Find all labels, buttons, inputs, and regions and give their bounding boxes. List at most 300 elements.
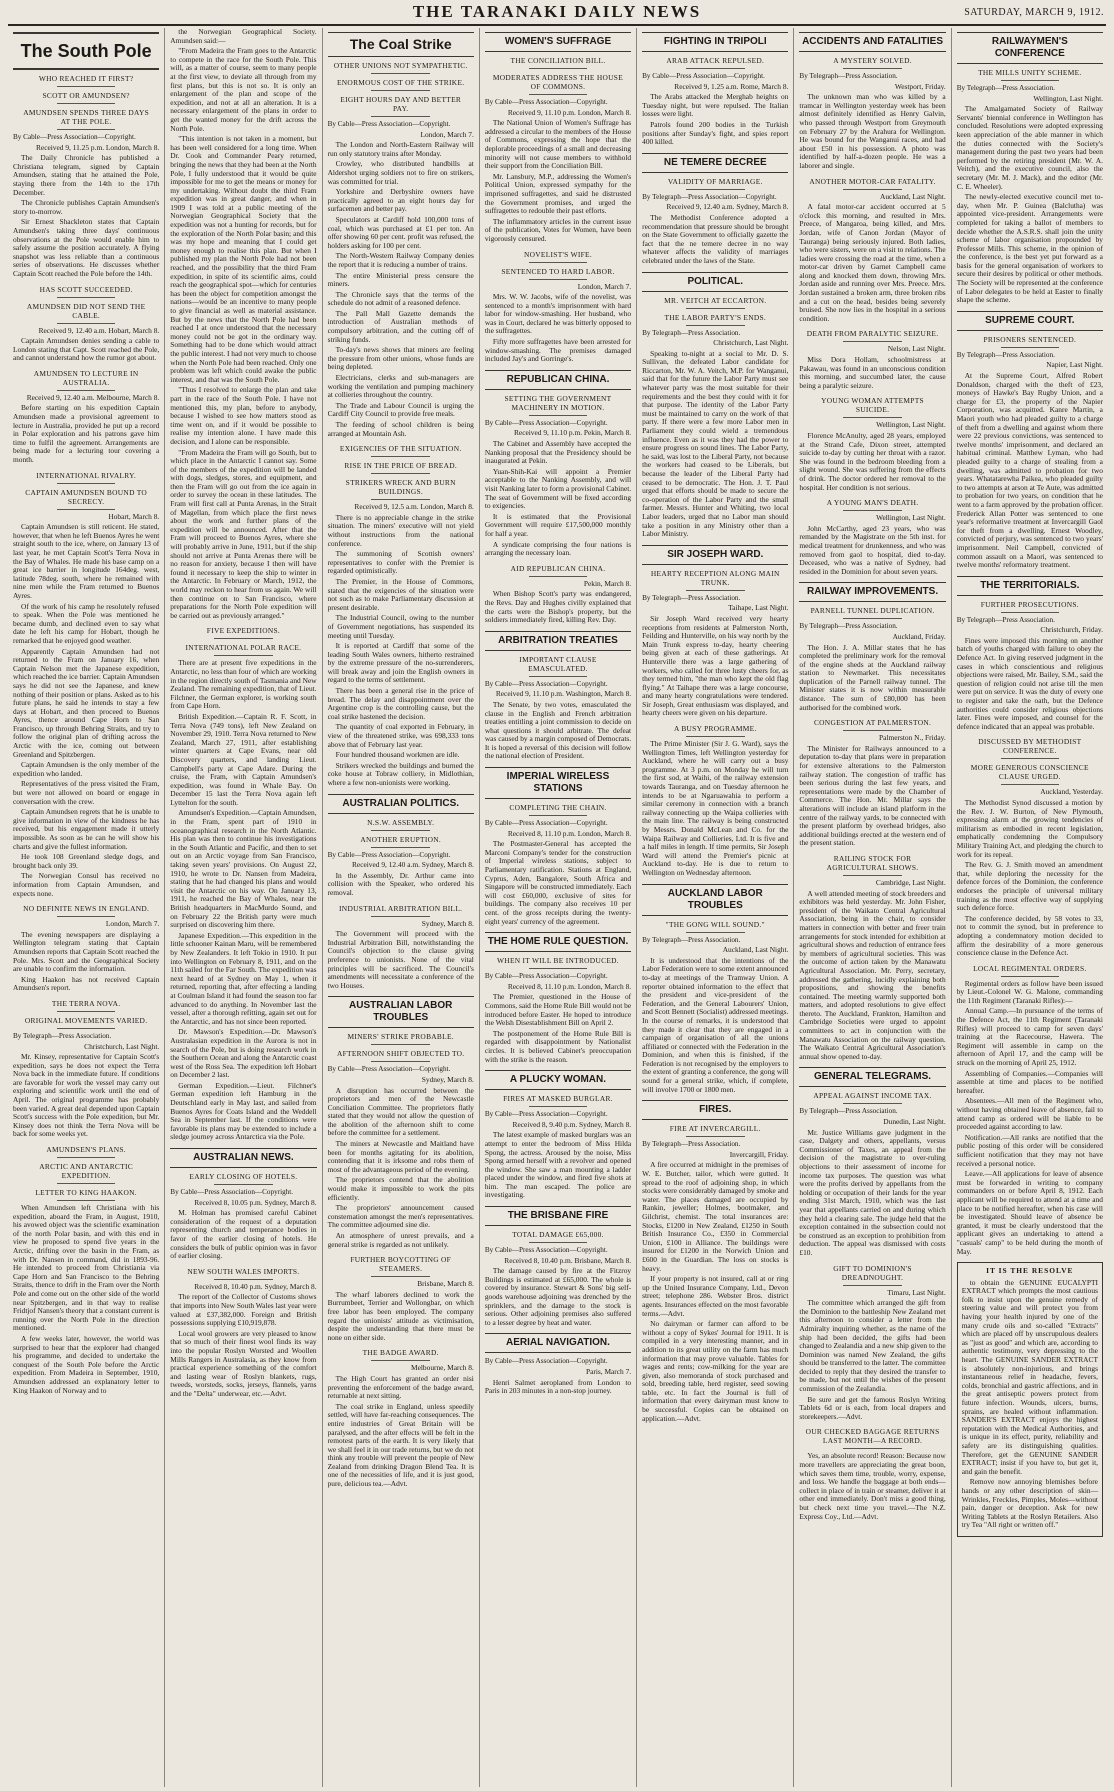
article-byline: By Cable—Press Association—Copyright. — [642, 72, 765, 80]
news-article — [799, 498, 945, 576]
article-dateline: Wellington, Last Night. — [1033, 93, 1103, 103]
article-paragraph: The report of the Collector of Customs shows that imports into New South Wales last year were valued at £37,382,000. Foreign and British possessions supplying £10,919,878. — [170, 1292, 317, 1328]
news-article — [957, 737, 1103, 957]
article-dateline: Received 8, 10.40 p.m. Brisbane, March 8. — [504, 1255, 632, 1265]
article-dateline: Received 9, 12.40 a.m. Melbourne, March 8. — [26, 392, 160, 402]
article-dateline: Christchurch, Last Night. — [713, 338, 789, 348]
article-headline: AUSTRALIAN POLITICS. — [328, 794, 474, 814]
article-paragraph: Mr. Justice Williams gave judgment in the case, Dalgety and others, appellants, versus Commissioner of Taxes, an appeal from the decision of the magistrate to over-ruling objections to their assessment of income for income tax purposes. The question was what were the profits derived by appellants from the holding or occupation of their lands for the year ending 31st March, 1910, which was the last year that appellants carried on and during which they held a clearing sale. The judge held that the exception contained in the subsection could not be construed as an exception to prohibition from deduction. The appeal was dismissed with costs £10. — [799, 1127, 946, 1257]
article-headline: NE TEMERE DECREE — [642, 153, 788, 173]
article-subheading: ANOTHER ERUPTION. — [360, 834, 442, 844]
article-paragraph: British Expedition.—Captain R. F. Scott, in Terra Nova (749 tons), left New Zealand on November 29, 1910. Terra Nova returned to New Zealand, March 27, 1911, after establishing winter quarters at Cape Evans, near old Discovery quarters, and landing Lieut. Campbell's party at Cape Adare. During the cruise, the Fram, with Captain Amundsen's expedition, was found in Whale Bay. On December 15 last the Terra Nova again left Lyttelton for the south. — [170, 711, 317, 807]
article-subheading: IMPORTANT CLAUSE EMASCULATED. — [519, 654, 597, 673]
divider-rule — [529, 576, 588, 577]
article-paragraph: Local wool growers are very pleased to know that so much of their finest wool finds its way into the popular Roslyn Worsted and Woollen Mills Rangers in Australasia, as they know from practical experience something of the comfort and lasting wear of Roslyn blankets, rugs, tweeds, worsteds, socks, jerseys, flannels, yarns and the "Delta" underwear, etc.—Advt. — [170, 1328, 317, 1398]
divider-rule — [371, 847, 430, 848]
news-column-7 — [952, 28, 1108, 1787]
article-paragraph: The proprietors contend that the abolition would make it impossible to work the pits efficiently. — [327, 1175, 474, 1202]
divider-rule — [371, 456, 430, 457]
article-paragraph: The Norwegian Consul has received no information from Captain Amundsen, and expects none. — [13, 871, 160, 898]
news-article — [485, 1206, 631, 1327]
article-headline: SUPREME COURT. — [957, 311, 1103, 331]
article-paragraph: The inflammatory articles in the current issue of the publication, Votes for Women, have been vigorously censured. — [484, 216, 632, 243]
divider-rule — [843, 68, 902, 69]
divider-rule — [686, 736, 745, 737]
article-dateline: Received 9, 12.5 a.m. London, March 8. — [354, 502, 474, 512]
article-subheading: NO DEFINITE NEWS IN ENGLAND. — [23, 904, 150, 914]
divider-rule — [371, 473, 430, 474]
article-headline: AUSTRALIAN NEWS. — [170, 1148, 316, 1168]
article-paragraph: the Norwegian Geographical Society. Amundsen said:— — [170, 28, 317, 45]
article-subheading: GIFT TO DOMINION'S DREADNOUGHT. — [833, 1263, 912, 1282]
article-subheading: A MYSTERY SOLVED. — [833, 56, 912, 65]
divider-rule — [529, 968, 588, 969]
article-byline: By Cable—Press Association—Copyright. — [484, 972, 608, 981]
article-dateline: Received 9, 11.10 p.m. Washington, March 8. — [495, 689, 632, 699]
article-paragraph: An atmosphere of unrest prevails, and a general strike is regarded as not unlikely. — [327, 1231, 474, 1249]
article-subheading: AMUNDSEN DID NOT SEND THE CABLE. — [26, 301, 146, 320]
article-subheading: OUR CHECKED BAGGAGE RETURNS LAST MONTH—A RECORD. — [805, 1427, 940, 1446]
article-dateline: Sydney, March 8. — [421, 918, 474, 928]
article-subheading: ARAB ATTACK REPULSED. — [666, 56, 765, 65]
news-article — [799, 396, 945, 492]
article-subheading: MINERS' STRIKE PROBABLE. — [347, 1032, 454, 1042]
article-paragraph: Yes, an absolute record! Reason: Because now more travellers are appreciating the great boon, which saves them time, trouble, worry, expense, and loss. We handle the baggage at both ends—collect in place of in train or steamer, deliver it at other end immediately. Don't miss a good thing, but check next time you travel.—The N.Z. Express Coy., Ltd.—Advt. — [799, 1451, 946, 1521]
article-subheading: AMUNDSEN TO LECTURE IN AUSTRALIA. — [33, 368, 139, 387]
article-paragraph: The Daily Chronicle has published a Christiana telegram, signed by Captain Amundsen, stating that he attained the Pole, staying there from the 14th to the 17th December. — [13, 153, 160, 197]
article-byline: By Cable—Press Association—Copyright. — [484, 1110, 608, 1119]
article-headline: ARBITRATION TREATIES — [485, 631, 631, 651]
divider-rule — [529, 1106, 588, 1107]
article-subheading: WHO REACHED IT FIRST? — [38, 74, 134, 83]
article-paragraph: The unknown man who was killed by a tramcar in Wellington yesterday week has been almost definitely identified as Henry Galvin, who passed through Westport from Greymouth on February 27 by the Arahura for Wellington. He was bound for the Wanganui races, and had about £50 in his possession. A photo was identified by half-a-dozen people. He was a laborer and single. — [799, 92, 946, 170]
divider-rule — [371, 1276, 430, 1277]
article-paragraph: The conference decided, by 58 votes to 33, not to commit the synod, but in preference to adopting a condemnatory motion decided to affirm the desirability of a more generous conscience clause in the Defence Act. — [956, 913, 1103, 958]
divider-rule — [843, 189, 902, 190]
article-headline: AUCKLAND LABOR TROUBLES — [642, 884, 788, 916]
article-headline: AUSTRALIAN LABOR TROUBLES — [328, 996, 474, 1028]
divider-rule — [57, 390, 116, 391]
divider-rule — [57, 1028, 116, 1029]
divider-rule — [1001, 612, 1060, 613]
article-paragraph: When Amundsen left Christiana with his expedition, aboard the Fram, in August, 1910, his avowed object was the scientific examination of the north Polar basin, and with this end in view he proposed to spend five years in the Arctic, drifting over the basin in the Fram, as with Dr. Nansen in command, did in 1893-96. He intended to proceed from Christiania via Cape Horn and San Francisco to the Behring Straits, thence to drift in the Fram over the North Pole and come out on the other side of the world near Spitzbergen, and in that way to realise Fridtjof Nansen's theory that a constant current is running over the North Pole in the direction mentioned. — [13, 1203, 160, 1333]
article-paragraph: A few weeks later, however, the world was surprised to hear that the explorer had changed his programme, and decided to undertake the conquest of the South Pole before the Arctic expedition. From Madeira in September, 1910, Amundsen addressed an explanatory letter to King Haakon of Norway and to — [13, 1333, 160, 1395]
article-paragraph: The Amalgamated Society of Railway Servants' biennial conference in Wellington has concluded. Resolutions were adopted expressing keen appreciation of the able manner in which the duties connected with the Society's management during the past two years had been performed by the retiring president (Mr. W. A. Veitch), and the executive council, also the secretary (Mr. M. J. Mack), and the editor (Mr. C. E. Wheeler). — [956, 104, 1103, 191]
article-paragraph: Amundsen's Expedition.—Captain Amundsen, in the Fram, spent part of 1910 in oceanographical research in the North Atlantic. His plan was then to continue his investigations in the South Atlantic and Pacific, and then to set out on an Arctic voyage from San Francisco, taking seven years' provisions. On August 22, 1910, he wrote to Dr. Nansen from Madeira, stating that he had changed his plans and would visit the Antarctic on his way. On January 13, 1911, he reached the Bay of Whales, near the British headquarters in MacMurdo Sound, and on February 22 the British party were much surprised on discovering him there. — [170, 808, 317, 930]
article-headline: THE HOME RULE QUESTION. — [485, 932, 631, 952]
article-paragraph: The wharf laborers declined to work the Burrumbeet, Terrier and Wollongbar, on which free labor has been employed. The company regard the unionists' attitude as victimisation, despite the understanding that there must be none on either side. — [327, 1289, 474, 1342]
divider-rule — [57, 1157, 116, 1158]
news-article — [485, 932, 631, 1064]
article-paragraph: The Chronicle publishes Captain Amundsen's story to-morrow. — [13, 198, 160, 216]
article-paragraph: The Senate, by two votes, emasculated the clause in the English and French arbitration treaties entitling a joint commission to decide on what questions it should arbitrate. The defeat was caused by a margin composed of Democrats. It is hoped a reversal of this decision will follow the national election of President. — [484, 699, 632, 761]
article-subheading: N.S.W. ASSEMBLY. — [367, 817, 435, 827]
article-paragraph: There has been a general rise in the price of bread. The delay and disappointment over the Argentine crop is the controlling cause, but the coal strike hastened the decision. — [327, 686, 474, 721]
article-byline: By Telegraph—Press Association. — [956, 350, 1055, 359]
article-paragraph: It is reported at Cardiff that some of the leading South Wales owners, hitherto restrained by the extreme pressure of the no-surrenderers, will break away and join the English owners in regard to the terms of settlement. — [327, 641, 474, 685]
news-article — [799, 1427, 945, 1521]
article-paragraph: It is understood that the intentions of the Labor Federation were to some extent announced to-day at meetings of the Tramway Union. A reporter obtained information to the effect that the president and vice-president of the Federation, and the General Labourers' Union, and Scott Bennett (Socialist) addressed meetings. In the course of remarks, it is understood that they made it clear that they are engaged in a campaign of organisation of all the unions affiliated or connected with the Federation in the Dominion, and when this is finished, if the Federation is not recognised by the employers to the extent of granting a conference, the gong will sound for a general strike, which, if complete, will involve 1700 or 1800 men. — [642, 955, 789, 1094]
article-paragraph: Yorkshire and Derbyshire owners have practically agreed to an eight hours day for surfacemen and better pay. — [327, 187, 474, 214]
news-article — [13, 32, 159, 279]
article-subheading: "THE GONG WILL SOUND." — [665, 919, 765, 929]
article-paragraph: The latest example of masked burglars was an attempt to enter the bedroom of Miss Hilda Spong, the actress. Aroused by the noise, Miss Spong armed herself with a revolver and opened the window. She saw a man mounting a ladder placed under the window, and fired five shots at him. The man escaped. The police are investigating. — [484, 1130, 632, 1200]
article-byline: By Cable—Press Association—Copyright. — [484, 679, 608, 688]
news-article — [13, 285, 159, 363]
divider-rule — [371, 499, 430, 500]
article-paragraph: The Pall Mall Gazette demands the introduction of Australian methods of compulsory arbitration, and the cutting off of striking funds. — [327, 308, 474, 344]
divider-rule — [214, 638, 273, 639]
article-paragraph: Fines were imposed this morning on another batch of youths charged with failure to obey the Defence Act. In giving reserved judgment in the cases in which conscientious and religious objections were raised, Mr. Bailey, S.M., said the question of religion could not arise till the men were put on service. It was the duty of every one to register and take the oath, but the Defence authorities could consider religious objections later. Fines were imposed, and counsel for the defence indicated that an appeal was probable. — [956, 635, 1103, 731]
article-headline: AERIAL NAVIGATION. — [485, 1333, 631, 1353]
news-column-1 — [8, 28, 165, 1787]
article-headline: THE TERRITORIALS. — [957, 576, 1103, 596]
article-paragraph: The High Court has granted an order nisi preventing the enforcement of the badge award, returnable at next sitting. — [327, 1373, 474, 1401]
divider-rule — [686, 189, 745, 190]
divider-rule — [371, 1044, 430, 1045]
article-dateline: Auckland, Last Night. — [880, 191, 946, 201]
article-paragraph: A syndicate comprising the four nations is arranging the necessary loan. — [484, 539, 632, 558]
article-subheading: MORE GENEROUS CONSCIENCE CLAUSE URGED. — [970, 763, 1089, 782]
article-dateline: Received 9, 12.40 a.m. Hobart, March 8. — [38, 325, 160, 335]
news-article — [328, 444, 474, 787]
divider-rule — [843, 417, 902, 418]
article-subheading: WHEN IT WILL BE INTRODUCED. — [497, 956, 619, 966]
news-article — [799, 1264, 945, 1422]
article-byline: By Cable—Press Association—Copyright. — [170, 1188, 294, 1197]
news-article — [485, 767, 631, 926]
article-dateline: Received 8, 11.10 p.m. London, March 8. — [507, 828, 632, 838]
article-subheading: AFTERNOON SHIFT OBJECTED TO. — [336, 1049, 465, 1059]
newspaper-title: THE TARANAKI DAILY NEWS — [412, 2, 702, 21]
article-paragraph: Sir Ernest Shackleton states that Captain Amundsen's taking three days' continuous observations at the Pole would enable him to safely assume the position accurately. A flying snapshot was less reliable than a continuous series of observations. He discusses whether Captain Scott reached the Pole before the 14th. — [13, 217, 160, 278]
article-subheading: OTHER UNIONS NOT SYMPATHETIC. — [333, 61, 468, 70]
news-article — [170, 1267, 316, 1399]
news-article — [799, 177, 945, 324]
article-paragraph: Be sure and get the famous Roslyn Writing Tablets 6d or is each, from local drapers and storekeepers.—Advt. — [799, 1394, 946, 1421]
divider-rule — [214, 655, 273, 656]
article-subheading: SENTENCED TO HARD LABOR. — [501, 266, 615, 276]
article-paragraph: A disruption has occurred between the proprietors and men of the Newcastle Conciliation Committee. The proprietors flatly stated that they would not allow the question of the abolition of the afternoon shift to come before the committee for a settlement. — [327, 1085, 474, 1138]
divider-rule — [686, 932, 745, 933]
article-paragraph: "From Madeira the Fram goes to the Antarctic to compete in the race for the South Pole. This will, as a matter of course, seem to many people at the first view, to deviate all through from my first plans, but this is not so. It is only an enlargement of the plan and scope of the expedition, and not at all an alteration. It is a necessary enlargement of the plans in order to get the wanted money for the drift across the North Pole. — [170, 46, 317, 133]
news-article — [328, 996, 474, 1249]
news-article — [957, 964, 1103, 1256]
article-subheading: DISCUSSED BY METHODIST CONFERENCE. — [978, 737, 1082, 756]
article-paragraph: Regimental orders as follow have been issued by Lieut.-Colonel W. G. Malone, commanding the 11th Regiment (Taranaki Rifles):— — [956, 978, 1103, 1005]
divider-rule — [843, 1285, 902, 1286]
article-paragraph: German Expedition.—Lieut. Filchner's German expedition left Hamburg in the Deutschland early in May last, and sailed from Buenos Ayres for Coats Island and the Weddell Sea in September last. If the conditions were favorable its plans may be extended to include a sledge journey across Antarctica via the Pole. — [170, 1080, 317, 1142]
masthead — [8, 0, 1106, 26]
divider-rule — [529, 676, 588, 677]
article-dateline: Received 8, 11.10 p.m. London, March 8. — [507, 981, 632, 991]
article-dateline: Auckland, Yesterday. — [1040, 787, 1103, 797]
article-subheading: VALIDITY OF MARRIAGE. — [667, 176, 763, 186]
article-headline: THE BRISBANE FIRE — [485, 1206, 631, 1226]
article-byline: By Cable—Press Association—Copyright. — [484, 98, 608, 106]
divider-rule — [843, 1448, 902, 1449]
news-article — [170, 28, 316, 620]
divider-rule — [57, 129, 116, 130]
article-headline: REPUBLICAN CHINA. — [485, 370, 631, 390]
article-paragraph: Fifty more suffragettes have been arrested for window-smashing. The premises damaged included Jay's and Gorringe's. — [484, 337, 632, 364]
divider-rule — [214, 1279, 273, 1280]
article-subheading: LETTER TO KING HAAKON. — [35, 1188, 137, 1198]
article-headline: IMPERIAL WIRELESS STATIONS — [485, 767, 631, 799]
divider-rule — [371, 1061, 430, 1062]
article-paragraph: A well attended meeting of stock breeders and exhibitors was held yesterday. Mr. John Fisher, president of the Waikato Central Agricultural Association, being in the chair, to consider matters in connection with better and freer train arrangements for stock intended for exhibition at agricultural shows and reduction of entrance fees by members of agricultural societies. This was the outcome of action taken by the Manawatu Agricultural Association. Mr. Perry, secretary, addressed the gathering, lucidly explaining both propositions, and showing the benefits contained. The meeting warmly supported both matters, and adopted resolutions to give effect thereto. The Auckland, Frankton, Hamilton and Cambridge Societies were urged to appoint committees to act in conjunction with the Manawatu Association on the railway question. The Waikato Central Agricultural Association's annual show opened to-day. — [799, 888, 946, 1061]
article-dateline: London, March 7. — [577, 281, 632, 291]
article-headline: POLITICAL. — [642, 272, 788, 292]
article-byline: By Telegraph—Press Association. — [642, 935, 741, 944]
article-subheading: RISE IN THE PRICE OF BREAD. — [344, 461, 458, 471]
article-subheading: TOTAL DAMAGE £65,000. — [512, 1230, 604, 1240]
article-headline: ACCIDENTS AND FATALITIES — [799, 32, 945, 52]
news-article — [485, 1070, 631, 1200]
article-paragraph: The Premier, questioned in the House of Commons, said the Home Rule Bill would not be introduced before Easter. He hoped to introduce the Welsh Disestablishment Bill on April 2. — [484, 992, 632, 1028]
article-byline: By Telegraph—Press Association. — [799, 622, 898, 631]
article-paragraph: Electricians, clerks and sub-managers are working the ventilation and pumping machinery at collieries throughout the country. — [327, 373, 474, 400]
news-article — [170, 626, 316, 1142]
article-subheading: THE TERRA NOVA. — [51, 998, 121, 1008]
article-paragraph: Crowley, who distributed handbills at Aldershot urging soldiers not to fire on strikers, was committed for trial. — [327, 159, 474, 186]
article-dateline: Auckland, Friday. — [892, 631, 946, 641]
divider-rule — [843, 618, 902, 619]
article-paragraph: Mr. Lansbury, M.P., addressing the Women's Political Union, expressed sympathy for the imprisoned suffragettes, and said he distrusted the Government promises, and urged the suffragettes to redouble their past efforts. — [484, 171, 632, 216]
news-article — [13, 904, 159, 993]
article-paragraph: When Bishop Scott's party was endangered, the Revs. Day and Hughes civilly explained that the carts were the Bishop's property, but the soldiers immediately fired, killing Rev. Day. — [484, 589, 632, 625]
divider-rule — [57, 509, 116, 510]
divider-rule — [686, 68, 745, 69]
article-dateline: Received 9, 11.10 p.m. London, March 8. — [507, 107, 632, 117]
divider-rule — [529, 262, 588, 263]
article-subheading: STRIKERS WRECK AND BURN BUILDINGS. — [345, 478, 456, 497]
article-subheading: NOVELIST'S WIFE. — [523, 249, 592, 259]
article-paragraph: The entire Ministerial press censure the miners. — [327, 270, 474, 289]
article-paragraph: No dairyman or farmer can afford to be without a copy of Sykes' Journal for 1911. It is compiled in a very interesting manner, and in addition to its great utility on the farm has much information that may prove valuable. Tables for wages and rents; cow-milking for the year are given, also memoranda of stock purchased and sold, breeding table, herd register, seed sowing table, etc. In fact the Journal is full of information that every dairyman must know to be successful. Copies can be obtained on application.—Advt. — [642, 1319, 789, 1423]
news-article — [485, 32, 631, 244]
article-paragraph: Remove now annoying blemishes before hands or any other description of skin—Wrinkles, Freckles, Pimples, Moles—without pain, danger or deception. Ask for new Writing Tablets at the Roslyn Retailers. Also try Tea "All right or written off." — [961, 1477, 1098, 1530]
news-article — [328, 1348, 474, 1488]
news-article — [957, 311, 1103, 570]
news-article — [799, 854, 945, 1061]
divider-rule — [529, 94, 588, 95]
article-subheading: ARCTIC AND ANTARCTIC EXPEDITION. — [39, 1162, 133, 1181]
article-paragraph: Dr. Mawson's Expedition.—Dr. Mawson's Australasian expedition in the Aurora is not in search of the Pole, but is doing research work in the Southern Ocean and along the Antarctic coast west of the Ross Sea. The expedition left Hobart on December 2 last. — [170, 1027, 317, 1080]
article-paragraph: The Arabs attacked the Merghab heights on Tuesday night, but were repulsed. The Italian losses were light. — [642, 92, 789, 119]
article-byline: By Cable—Press Association—Copyright. — [327, 1065, 451, 1074]
article-paragraph: A fatal motor-car accident occurred at 5 o'clock this morning, and resulted in Mrs. Preece, of Mangaroa, being killed, and Mrs. Jordan, wife of Canon Jordan (Mayor of Tauranga) being seriously injured. Both ladies, who were sisters, were on a visit to relations. The ladies were crossing the road at the time, when a motor-car driven by Garnet Campbell came along and knocked them down, throwing Mrs. Jordan aside and running over Mrs. Preece. Mrs. Jordan sustained a broken arm, three broken ribs and a cut on the head, besides being severely bruised. She now lies in the hospital in a serious condition. — [799, 202, 946, 323]
divider-rule — [371, 830, 430, 831]
news-column-5 — [637, 28, 794, 1787]
article-byline: By Telegraph—Press Association. — [13, 1031, 112, 1040]
article-paragraph: The Trade and Labour Council is urging the Cardiff City Council to provide free meals. — [327, 400, 474, 419]
article-byline: By Cable—Press Association—Copyright. — [484, 1246, 608, 1255]
divider-rule — [371, 1360, 430, 1361]
article-subheading: SCOTT OR AMUNDSEN? — [42, 91, 130, 100]
article-dateline: Auckland, Last Night. — [722, 945, 789, 955]
divider-rule — [57, 916, 116, 917]
article-paragraph: There is no appreciable change in the strike situation. The miners' executive will not yield without instructions from the national conference. — [327, 512, 474, 548]
article-paragraph: Japanese Expedition.—This expedition in the little schooner Kainan Maru, will be remembered by New Zealanders. It left Tokio in 1910. It put into Wellington on February 8, 1911, and on the 11th sailed for the Far South. The expedition was next heard of at Sydney on May 1, when it returned, reporting that, after effecting a landing at Coulman Island it had found the season too far advanced to do anything. In November last the vessel, after a thorough refitting, again set out for the Antarctic, and has not since been reported. — [170, 930, 317, 1026]
article-paragraph: The evening newspapers are displaying a Wellington telegram stating that Captain Amundsen reports that Captain Scott reached the Pole. Mrs. Scott and the Geographical Society are unable to confirm the information. — [13, 929, 160, 974]
article-subheading: A BUSY PROGRAMME. — [673, 724, 757, 734]
divider-rule — [57, 1183, 116, 1184]
article-subheading: AID REPUBLICAN CHINA. — [510, 563, 606, 573]
article-subheading: CONGESTION AT PALMERSTON. — [813, 718, 932, 728]
article-dateline: Brisbane, March 8. — [417, 1279, 474, 1289]
article-dateline: Received 8, 9.40 p.m. Sydney, March 8. — [512, 1119, 632, 1129]
divider-rule — [371, 90, 430, 91]
article-dateline: Received 9, 12.40 a.m. Sydney, March 8. — [666, 202, 789, 212]
article-paragraph: The Methodist Conference adopted a recommendation that pressure should be brought on the State Government to officially gazette the fact that the ne temere decree in no way whatever affects the validity of marriages celebrated under the laws of the State. — [642, 212, 789, 265]
article-headline: FIRES. — [642, 1100, 788, 1120]
article-paragraph: Captain Amundsen regrets that he is unable to give information in view of the kindness he has received, but his engagement made it utterly impossible. As soon as he can he will show his charts and give the fullest information. — [13, 807, 160, 851]
news-article — [328, 794, 474, 898]
article-subheading: FURTHER PROSECUTIONS. — [980, 599, 1079, 609]
article-subheading: SETTING THE GOVERNMENT MACHINERY IN MOTION. — [504, 393, 612, 412]
article-paragraph: Captain Amundsen is the only member of the expedition who landed. — [13, 760, 160, 778]
article-subheading: A YOUNG MAN'S DEATH. — [826, 498, 919, 508]
article-paragraph: The coal strike in England, unless speedily settled, will have far-reaching consequences. The entire industries of Great Britain will be paralysed, and the after effects will be felt in the remotest parts of the earth. It is very likely that we shall feel it in our trade returns, but we do not think any trouble will prevent the people of New Zealand from drinking Dragon Blend Tea. It is one of the necessities of life, and it is just good, pure, delicious tea.—Advt. — [327, 1401, 474, 1489]
article-paragraph: The Methodist Synod discussed a motion by the Rev. J. W. Burton, of New Plymouth, expressing alarm at the growing tendencies of militarism as embodied in recent legislation, emphatically condemning the Compulsory Military Training Act, and pledging the church to work for its repeal. — [956, 798, 1103, 859]
article-subheading: THE BADGE AWARD. — [362, 1348, 439, 1358]
article-paragraph: Speculators at Cardiff hold 100,000 tons of coal, which was purchased at £1 per ton. An offer showing 60 per cent. profit was refused, the holders asking for 100 per cent. — [327, 214, 474, 250]
article-byline: By Telegraph—Press Association—Copyright. — [642, 192, 777, 201]
article-dateline: Christchurch, Last Night. — [84, 1041, 160, 1051]
article-paragraph: He took 108 Greenland sledge dogs, and brought back only 39. — [13, 852, 160, 870]
article-subheading: THE LABOR PARTY'S ENDS. — [664, 312, 767, 322]
news-article — [642, 724, 788, 878]
article-paragraph: It is estimated that the Provisional Government will require £17,500,000 monthly for half a year. — [484, 511, 632, 538]
article-paragraph: Mr. Kinsey, representative for Captain Scott's expedition, says he does not expect the Terra Nova back in the immediate future. If conditions are favorable for work the vessel may carry out exploring and scientific work until the end of April. The original programme has probably been varied. A great deal depended upon Captain Scott's success with the Pole expedition, but Mr. Kinsey does not think the Terra Nova will be back for some weeks yet. — [13, 1052, 160, 1139]
article-paragraph: Annual Camp.—In pursuance of the terms of the Defence Act, the 11th Regiment (Taranaki Rifles) will proceed to camp for seven days' training at the Racecourse, Hawera. The Regiment will assemble in camp on the afternoon of April 17, and the camp will be struck on the morning of April 25, 1912. — [956, 1006, 1103, 1068]
article-subheading: AMUNDSEN SPENDS THREE DAYS AT THE POLE. — [23, 108, 150, 126]
article-subheading: ORIGINAL MOVEMENTS VARIED. — [24, 1015, 148, 1025]
article-subheading: EXIGENCIES OF THE SITUATION. — [339, 444, 462, 454]
article-byline: By Telegraph—Press Association. — [956, 84, 1055, 92]
divider-rule — [686, 1136, 745, 1137]
article-dateline: Received 8, 10.05 p.m. Sydney, March 8. — [194, 1197, 317, 1207]
article-subheading: COMPLETING THE CHAIN. — [509, 803, 607, 813]
article-subheading: ENORMOUS COST OF THE STRIKE. — [336, 78, 465, 87]
divider-rule — [57, 1200, 116, 1201]
news-column-6 — [794, 28, 951, 1787]
article-paragraph: Strikers wrecked the buildings and burned the coke house at Tobraw colliery, in Midlothian, where a few non-unionists were working. — [327, 760, 474, 787]
article-paragraph: Notification.—All ranks are notified that the public posting of this order will be considered sufficient notification that they may not have received a personal notice. — [956, 1132, 1103, 1168]
article-dateline: Palmerston N., Friday. — [879, 733, 946, 743]
news-article — [957, 576, 1103, 732]
article-subheading: EARLY CLOSING OF HOTELS. — [189, 1172, 298, 1182]
divider-rule — [57, 1011, 116, 1012]
article-dateline: Received 9, 12.40 a.m. Sydney, March 8. — [351, 860, 474, 870]
article-paragraph: Yuan-Shih-Kai will appoint a Premier acceptable to the Nanking Assembly, and will visit Nanking later to form a provisional Cabinet. The seat of Government will be fixed according to exigencies. — [484, 466, 632, 511]
article-paragraph: Four hundred thousand workmen are idle. — [335, 750, 460, 760]
article-paragraph: Patrols found 200 bodies in the Turkish positions after Sunday's fight, and spies report 400 killed. — [642, 119, 789, 147]
article-byline: By Cable—Press Association—Copyright. — [484, 1357, 608, 1366]
advertisement-heading: IT IS THE RESOLVE — [986, 1266, 1074, 1276]
article-subheading: AMUNDSEN'S PLANS. — [46, 1145, 126, 1155]
article-subheading: CAPTAIN AMUNDSEN BOUND TO SECRECY. — [25, 487, 148, 506]
article-paragraph: The Premier, in the House of Commons, stated that the exigencies of the situation were not such as to make Parliamentary discussion at present desirable. — [327, 576, 474, 612]
divider-rule — [529, 279, 588, 280]
article-subheading: INDUSTRIAL ARBITRATION BILL. — [339, 903, 463, 913]
article-paragraph: The National Union of Women's Suffrage has addressed a circular to the members of the House of Commons, expressing the hope that the deplorable proceedings of a small and decreasing minority will not cause members to withhold their support from the Conciliation Bill. — [484, 118, 632, 171]
article-paragraph: In the Assembly, Dr. Arthur came into collision with the Speaker, who ordered his removal. — [327, 870, 474, 897]
article-paragraph: The Cabinet and Assembly have accepted the Nanking proposal that the Presidency should be inaugurated at Pekin. — [484, 439, 632, 466]
news-article — [642, 1100, 788, 1423]
article-subheading: LOCAL REGIMENTAL ORDERS. — [973, 963, 1087, 973]
news-article — [485, 631, 631, 761]
article-dateline: Cambridge, Last Night. — [875, 877, 946, 887]
article-byline: By Telegraph—Press Association. — [642, 593, 741, 602]
article-subheading: FIRE AT INVERCARGILL. — [669, 1124, 761, 1134]
article-paragraph: The Prime Minister (Sir J. G. Ward), says the Wellington Times, left Wellington yesterday for Auckland, where he will carry out a busy programme. At 3 p.m. on Monday he will turn the first sod, at Waihi, of the railway extension towards Tauranga, and on Tuesday afternoon he intends to be at Ngaruawahia to perform a similar ceremony in connection with a branch railway connecting up the Waipa collieries with the main line. The railway is being constructed by Messrs. Donald McLean and Co. for the Waipa Railway and Collieries, Ltd. It is five and a half miles in length. If time permits, Sir Joseph Ward will attend the Premier's picnic at Auckland to-day. He is due to return to Wellington on Wednesday afternoon. — [642, 739, 789, 877]
article-paragraph: John McCarthy, aged 23 years, who was remanded by the Magistrate on the 5th inst. for medical treatment for drunkenness, and who was removed from gaol to hospital, died to-day. Deceased, who was a native of Sydney, had resided in the Dominion for about seven years. — [799, 523, 946, 576]
article-byline: By Cable—Press Association—Copyright. — [13, 133, 136, 141]
divider-rule — [214, 1184, 273, 1185]
divider-rule — [57, 86, 116, 87]
article-dateline: Received 9, 1.25 a.m. Rome, March 8. — [674, 81, 789, 91]
article-paragraph: Miss Dora Hollam, schoolmistress at Pakawau, was found in an unconscious condition this morning, and succumbed later, the cause being a paralytic seizure. — [799, 355, 946, 390]
news-article — [485, 1333, 631, 1395]
article-headline: WOMEN'S SUFFRAGE — [485, 32, 631, 52]
article-paragraph: "Thus I resolved to enlarge the plan and take part in the race of the South Pole. I have not mentioned this, my plan, before to anybody, because I wished to see how matters stood as time went on, and if it would be possible to realise my intention alone. I have made this decision, and I alone can be responsible. — [170, 385, 317, 446]
news-article — [642, 884, 788, 1095]
article-dateline: Napier, Last Night. — [1046, 360, 1103, 370]
article-subheading: FIRES AT MASKED BURGLAR. — [503, 1094, 613, 1104]
news-article — [13, 471, 159, 899]
divider-rule — [57, 297, 116, 298]
news-article — [642, 153, 788, 266]
news-article — [13, 999, 159, 1139]
news-article — [485, 564, 631, 625]
article-paragraph: M. Holman has promised careful Cabinet consideration of the request of a deputation representing church and temperance bodies in favor of the earlier closing of hotels. He considers the bulk of public opinion was in favor of earlier closing. — [170, 1208, 317, 1261]
article-byline: By Telegraph—Press Association. — [642, 1140, 741, 1149]
divider-rule — [843, 1103, 902, 1104]
divider-rule — [1001, 758, 1060, 759]
article-paragraph: Leave.—All applications for leave of absence must be forwarded in writing to company commanders on or before April 8, 1912. Each applicant will be required to attend at a time and place to be notified hereafter, when his case will be investigated. Should leave of absence be granted, it must be clearly understood that the applicant gives an undertaking to attend a "casuals' camp" to be held during the month of May. — [956, 1169, 1103, 1256]
article-dateline: Sydney, March 8. — [421, 1074, 474, 1084]
news-article — [799, 32, 945, 171]
article-paragraph: Florence McAnulty, aged 28 years, employed at the Strand Cafe, Dixon street, attempted suicide to-day by cutting her throat with a razor. She was found in the bedroom bleeding from a slight wound. She was suffering from the effects of drink. The doctor ordered her removal to the hospital. Her condition is not serious. — [799, 431, 946, 492]
divider-rule — [529, 1242, 588, 1243]
news-article — [642, 545, 788, 718]
divider-rule — [686, 325, 745, 326]
news-article — [642, 272, 788, 539]
article-paragraph: The proprietors' announcement caused consternation amongst the men's representatives. The committee adjourned sine die. — [327, 1203, 474, 1230]
article-paragraph: The damage caused by fire at the Fitzroy Buildings is estimated at £65,000. The whole is covered by insurance. Stewart & Sons' big self-goods warehouse adjoining was drenched by the sprinklers, and the damage to the stock is serious. Other adjoining premises also suffered to a lesser degree by heat and water. — [484, 1266, 632, 1327]
article-paragraph: Captain Amundsen denies sending a cable to London stating that Capt. Scott reached the Pole, and cannot understand how the rumor got about. — [13, 336, 160, 363]
article-subheading: NEW SOUTH WALES IMPORTS. — [187, 1266, 300, 1276]
article-paragraph: The Minister for Railways announced to a deputation to-day that plans were in preparation for extensive alterations to the Palmerston railway station. The congestion of traffic has been serious during the last few years, and representations were made by the Chamber of Commerce. The Hon. Mr. Millar says the alterations will include an island platform in the centre of the railway yards, to be connected with the present platform by overhead bridges, also additional buildings erected at the western end of the present station. — [799, 743, 946, 848]
news-article — [170, 1148, 316, 1261]
news-column-2 — [165, 28, 322, 1787]
article-paragraph: The Hon. J. A. Millar states that he has completed the preliminary work for the removal of the engine sheds at the Auckland railway station to Newmarket. This necessitates duplication of the Parnell railway tunnel. The Minister states it is now within measurable distance. The sum of £80,000 has been authorised for the combined work. — [799, 642, 946, 712]
article-dateline: Received 9, 11.25 p.m. London, March 8. — [35, 142, 160, 152]
divider-rule — [1001, 784, 1060, 785]
article-byline: By Telegraph—Press Association. — [799, 1107, 898, 1116]
article-subheading: DEATH FROM PARALYTIC SEIZURE. — [806, 329, 939, 339]
article-dateline: Paris, March 7. — [585, 1367, 632, 1376]
article-paragraph: There are at present five expeditions in the Antarctic, no less than four of which are working in the region directly south of Tasmania and New Zealand. The remaining expedition, that of Lieut. Filchner, the German explorer, is working south from Cape Horn. — [170, 658, 317, 711]
article-paragraph: Apparently Captain Amundsen had not returned to the Fram on January 16, when Captain Nelson met the Japanese expedition, which reached the ice barrier. Captain Amundsen says he did not see the Japanese, and knew nothing of their position or plans. Asked as to his future plans, he said he intends to stay a few days at Hobart, and then proceed to Buenos Ayres, thence around Cape Horn to San Francisco, up through Behring Straits, and try to follow the original plan of drifting across the Arctic with the ice, coming out between Greenland and Spitzbergen. — [13, 646, 160, 759]
article-dateline: Received 8, 10.40 p.m. Sydney, March 8. — [194, 1281, 317, 1291]
news-article — [328, 32, 474, 438]
divider-rule — [529, 815, 588, 816]
article-dateline: Hobart, March 8. — [108, 511, 160, 521]
article-dateline: Received 9, 11.10 p.m. Pekin, March 8. — [513, 428, 632, 438]
